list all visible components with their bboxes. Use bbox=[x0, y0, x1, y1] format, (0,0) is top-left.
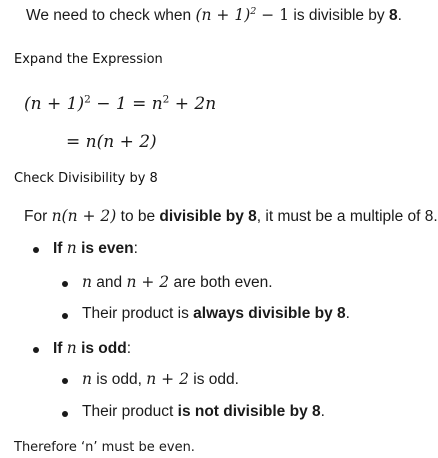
case-odd-suffix: is odd bbox=[76, 340, 127, 357]
bullet-icon bbox=[62, 378, 68, 384]
case-even-item2-bold: always divisible by 8 bbox=[193, 305, 346, 322]
para-prefix: For bbox=[24, 208, 52, 225]
case-even-var: n bbox=[66, 239, 77, 257]
case-odd-item1-var1: n bbox=[82, 370, 92, 388]
bullet-icon bbox=[33, 247, 39, 253]
equation-line-1 bbox=[24, 94, 216, 114]
section-heading-divisibility: Check Divisibility by 8 bbox=[14, 171, 158, 186]
bullet-icon bbox=[62, 411, 68, 417]
intro-expression bbox=[195, 6, 289, 24]
case-odd-item-2 bbox=[82, 403, 325, 421]
case-even-prefix: If bbox=[53, 240, 67, 257]
conclusion-text: Therefore ‘n’ must be even. bbox=[14, 440, 195, 455]
case-odd-item1-end: is odd. bbox=[188, 371, 239, 388]
case-even-label bbox=[53, 239, 138, 258]
eq1-left-exponent: 2 bbox=[84, 93, 91, 106]
eq1-left-base: (n + 1) bbox=[24, 94, 85, 114]
para-middle: to be bbox=[116, 208, 160, 225]
case-even-suffix: is even bbox=[76, 240, 134, 257]
case-even-item2-prefix: Their product is bbox=[82, 305, 194, 322]
case-odd-item2-prefix: Their product bbox=[82, 403, 178, 420]
case-odd-var: n bbox=[66, 339, 77, 357]
intro-expr-tail: − 1 bbox=[256, 6, 290, 24]
case-even-item1-var1: n bbox=[82, 273, 92, 291]
case-even-item-2 bbox=[82, 305, 350, 323]
intro-line bbox=[26, 6, 402, 25]
intro-bold: 8 bbox=[389, 7, 398, 24]
bullet-icon bbox=[62, 281, 68, 287]
case-even-item1-var2: n + 2 bbox=[126, 273, 170, 291]
eq1-left-tail: − 1 = n bbox=[90, 94, 163, 114]
intro-middle: is divisible by bbox=[289, 7, 389, 24]
intro-expr-base: (n + 1) bbox=[195, 6, 251, 24]
bullet-icon bbox=[33, 347, 39, 353]
case-even-colon: : bbox=[133, 240, 138, 257]
case-odd-label bbox=[53, 339, 131, 358]
para-end: , it must be a multiple of 8. bbox=[256, 208, 438, 225]
equation-line-2: = n(n + 2) bbox=[66, 132, 157, 152]
intro-expr-exponent: 2 bbox=[250, 6, 257, 18]
case-even-item1-end: are both even. bbox=[169, 274, 273, 291]
case-even-item1-mid: and bbox=[91, 274, 127, 291]
case-even-item2-end: . bbox=[345, 305, 350, 322]
case-odd-prefix: If bbox=[53, 340, 67, 357]
eq1-right-exponent: 2 bbox=[162, 93, 170, 106]
eq1-right-tail: + 2n bbox=[169, 94, 217, 114]
intro-prefix: We need to check when bbox=[26, 7, 196, 24]
bullet-icon bbox=[62, 313, 68, 319]
case-even-item-1 bbox=[82, 273, 273, 292]
case-odd-item1-mid: is odd, bbox=[91, 371, 147, 388]
case-odd-item1-var2: n + 2 bbox=[146, 370, 189, 388]
case-odd-item2-bold: is not divisible by 8 bbox=[177, 403, 321, 420]
intro-end: . bbox=[397, 7, 402, 24]
divisibility-paragraph bbox=[24, 207, 438, 226]
para-bold: divisible by 8 bbox=[159, 208, 257, 225]
case-odd-colon: : bbox=[126, 340, 132, 357]
case-odd-item-1 bbox=[82, 370, 239, 389]
para-expression: n(n + 2) bbox=[51, 207, 117, 225]
case-odd-item2-end: . bbox=[320, 403, 325, 420]
section-heading-expand: Expand the Expression bbox=[14, 52, 163, 67]
